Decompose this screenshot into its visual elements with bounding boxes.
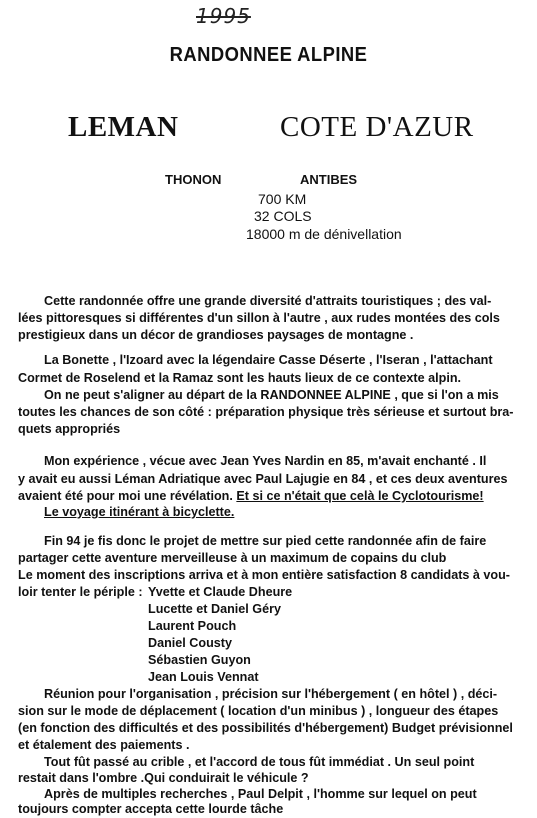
paragraph-line: loir tenter le périple : bbox=[18, 585, 143, 599]
paragraph-line: Après de multiples recherches , Paul Delpit , l'homme sur lequel on peut bbox=[44, 787, 477, 801]
paragraph-line: quets appropriés bbox=[18, 422, 121, 436]
route-elevation: 18000 m de dénivellation bbox=[246, 226, 402, 242]
participant: Sébastien Guyon bbox=[148, 653, 251, 667]
paragraph-line: et étalement des paiements . bbox=[18, 738, 190, 752]
participant: Laurent Pouch bbox=[148, 619, 237, 633]
handwritten-year: 1995 bbox=[196, 4, 251, 28]
paragraph-line: lées pittoresques si différentes d'un sillon à l'autre , aux rudes montées des cols bbox=[18, 311, 500, 325]
paragraph-line: Réunion pour l'organisation , précision sur l'hébergement ( en hôtel ) , déci- bbox=[44, 687, 498, 701]
paragraph-line: Cormet de Roselend et la Ramaz sont les hauts lieux de ce contexte alpin. bbox=[18, 371, 462, 385]
paragraph-line: (en fonction des difficultés et des possibilités d'hébergement) Budget prévisionnel bbox=[18, 721, 513, 735]
paragraph-line: Le moment des inscriptions arriva et à mon entière satisfaction 8 candidats à vou- bbox=[18, 568, 510, 582]
participant: Daniel Cousty bbox=[148, 636, 232, 650]
from-city: THONON bbox=[165, 172, 222, 187]
paragraph-line: La Bonette , l'Izoard avec la légendaire Casse Déserte , l'Iseran , l'attachant bbox=[44, 353, 493, 367]
route-end-heading: COTE D'AZUR bbox=[280, 111, 474, 143]
document-title: RANDONNEE ALPINE bbox=[169, 44, 368, 66]
paragraph-line: restait dans l'ombre .Qui conduirait le véhicule ? bbox=[18, 771, 309, 785]
paragraph-line: On ne peut s'aligner au départ de la RANDONNEE ALPINE , que si l'on a mis bbox=[44, 388, 499, 402]
underlined-line: Le voyage itinérant à bicyclette. bbox=[44, 505, 235, 519]
paragraph-line: y avait eu aussi Léman Adriatique avec Paul Lajugie en 84 , et ces deux aventures bbox=[18, 472, 508, 486]
paragraph-line: Tout fût passé au crible , et l'accord de tous fût immédiat . Un seul point bbox=[44, 755, 475, 769]
paragraph-line: prestigieux dans un décor de grandioses paysages de montagne . bbox=[18, 328, 414, 342]
route-cols: 32 COLS bbox=[254, 208, 312, 224]
paragraph-line: toutes les chances de son côté : préparation physique très sérieuse et surtout bra- bbox=[18, 405, 514, 419]
participant: Yvette et Claude Dheure bbox=[148, 585, 293, 599]
route-distance: 700 KM bbox=[258, 191, 307, 207]
paragraph-line: partager cette aventure merveilleuse à un maximum de copains du club bbox=[18, 551, 447, 565]
paragraph-line: Cette randonnée offre une grande diversité d'attraits touristiques ; des val- bbox=[44, 294, 492, 308]
underlined-text: Et si ce n'était que celà le Cyclotourisme! bbox=[236, 489, 484, 503]
paragraph-line bbox=[18, 488, 484, 505]
participant: Lucette et Daniel Géry bbox=[148, 602, 281, 616]
participant: Jean Louis Vennat bbox=[148, 670, 259, 684]
paragraph-line: sion sur le mode de déplacement ( location d'un minibus ) , longueur des étapes bbox=[18, 704, 499, 718]
route-start-heading: LEMAN bbox=[68, 111, 179, 143]
to-city: ANTIBES bbox=[300, 172, 358, 187]
paragraph-line: Mon expérience , vécue avec Jean Yves Nardin en 85, m'avait enchanté . Il bbox=[44, 454, 487, 468]
paragraph-line: Fin 94 je fis donc le projet de mettre sur pied cette randonnée afin de faire bbox=[44, 534, 487, 548]
paragraph-text: avaient été pour moi une révélation. bbox=[18, 489, 237, 503]
paragraph-line: toujours compter accepta cette lourde tâche bbox=[18, 802, 284, 816]
